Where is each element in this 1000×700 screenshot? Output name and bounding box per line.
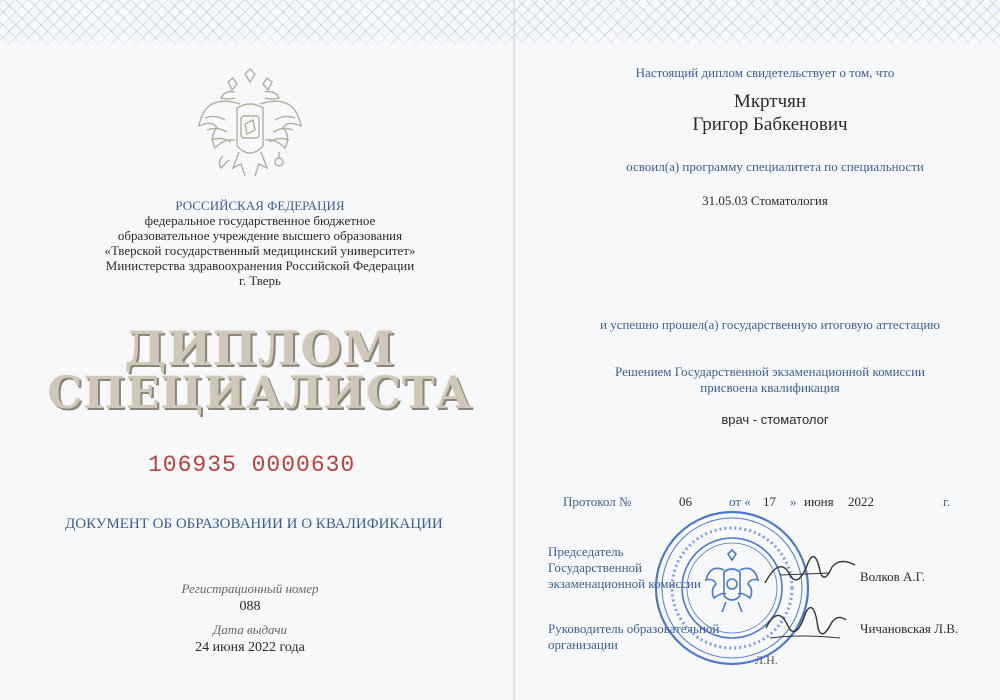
org-line-4: Министерства здравоохранения Российской Федерации	[105, 258, 415, 273]
protocol-g: г.	[943, 494, 951, 509]
graduate-given-names: Григор Бабкенович	[692, 114, 848, 135]
protocol-close: »	[790, 494, 797, 509]
decorative-border-right	[515, 0, 1000, 48]
head-signature-icon	[760, 598, 850, 646]
chair-name: Волков А.Г.	[860, 569, 925, 584]
issue-date-value: 24 июня 2022 года	[195, 640, 305, 655]
specialty: 31.05.03 Стоматология	[702, 193, 828, 208]
chair-label-3: экзаменационной комиссии	[548, 576, 701, 591]
document-type: ДОКУМЕНТ ОБ ОБРАЗОВАНИИ И О КВАЛИФИКАЦИИ	[65, 516, 443, 532]
graduate-surname: Мкртчян	[733, 91, 807, 112]
org-line-1: федеральное государственное бюджетное	[144, 213, 376, 228]
registration-number-value: 088	[239, 599, 261, 614]
protocol-month: июня	[804, 494, 834, 509]
org-country: РОССИЙСКАЯ ФЕДЕРАЦИЯ	[175, 198, 345, 213]
org-line-2: образовательное учреждение высшего образования	[117, 228, 403, 243]
protocol-number: 06	[679, 494, 692, 509]
chair-label-1: Председатель	[548, 544, 624, 559]
protocol-from: от «	[729, 494, 751, 509]
head-suffix: Л.Н.	[755, 653, 778, 667]
head-name: Чичановская Л.В.	[860, 621, 959, 636]
serial-number: 106935 0000630	[148, 452, 356, 478]
qualification: врач - стоматолог	[721, 412, 829, 427]
diploma-title-line-1: ДИПЛОМ	[124, 322, 396, 377]
protocol-label: Протокол №	[563, 494, 632, 509]
issue-date-label: Дата выдачи	[212, 622, 288, 637]
org-city: г. Тверь	[239, 273, 281, 288]
head-label-2: организации	[548, 637, 618, 652]
head-label-1: Руководитель образовательной	[548, 621, 720, 636]
chair-label-2: Государственной	[548, 560, 643, 575]
chair-signature-icon	[760, 545, 860, 595]
diploma-title-line-2: СПЕЦИАЛИСТА	[47, 368, 473, 419]
registration-number-label: Регистрационный номер	[181, 581, 319, 596]
attestation-text: и успешно прошел(а) государственную итоговую аттестацию	[599, 317, 940, 332]
decorative-border-left	[0, 0, 515, 48]
decision-line-2: присвоена квалификация	[700, 380, 840, 395]
double-headed-eagle-emblem-icon	[195, 68, 305, 186]
protocol-year: 2022	[848, 494, 874, 509]
decision-line-1: Решением Государственной экзаменационной комиссии	[615, 364, 925, 379]
protocol-day: 17	[763, 494, 776, 509]
program-text: освоил(а) программу специалитета по специальности	[626, 159, 924, 174]
org-line-3: «Тверской государственный медицинский университет»	[104, 243, 416, 258]
intro-text: Настоящий диплом свидетельствует о том, что	[635, 65, 895, 80]
